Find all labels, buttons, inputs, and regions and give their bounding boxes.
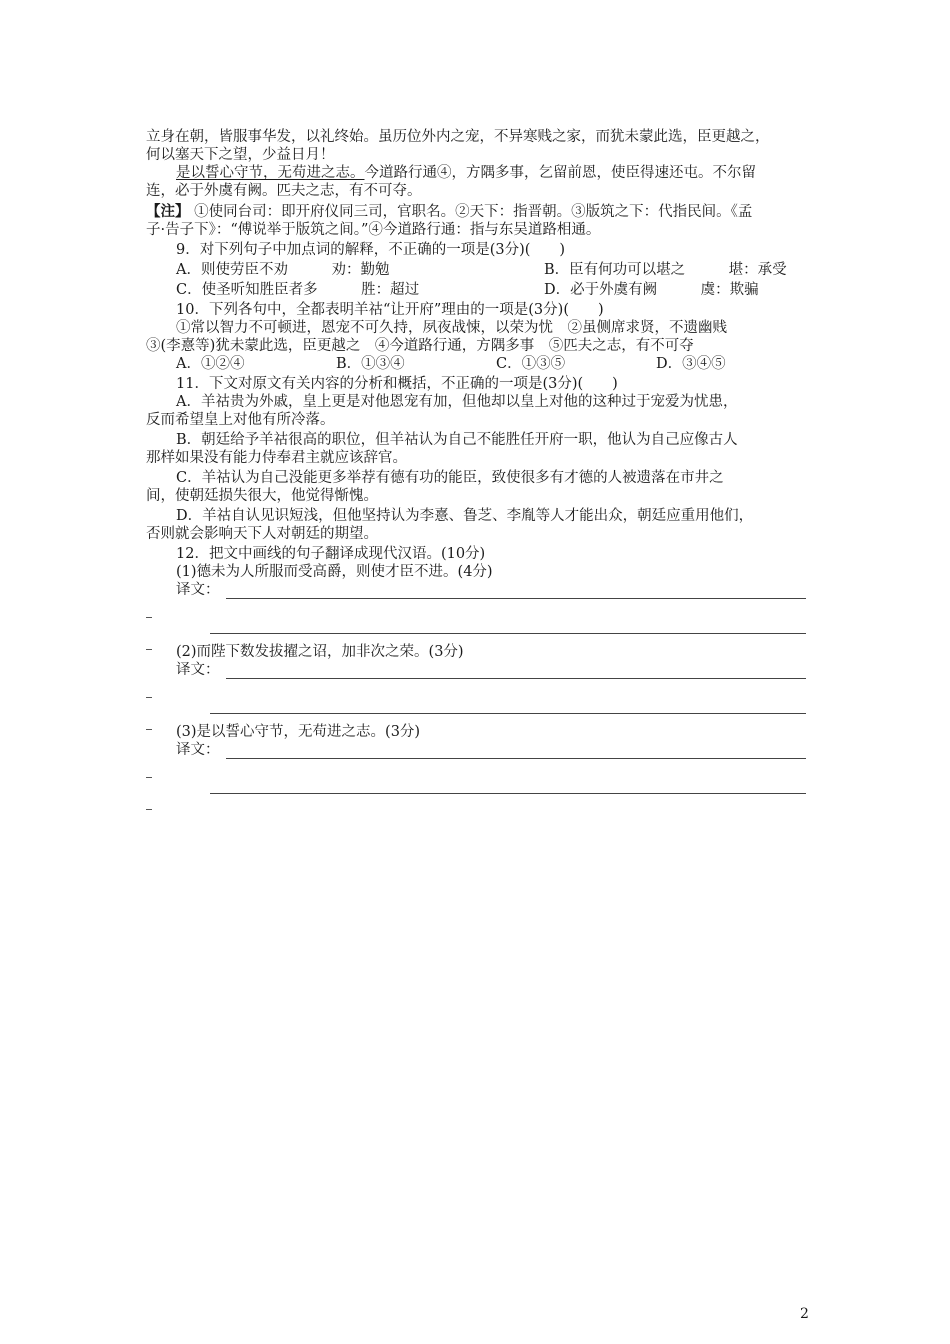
question-12-sentence-1: (1)德未为人所服而受高爵，则使才臣不进。(4分) <box>176 564 493 580</box>
answer-line-dash <box>146 729 152 730</box>
question-11-option-a-line-1: A．羊祜贵为外戚，皇上更是对他恩宠有加，但他却以皇上对他的这种过于宠爱为忧患， <box>176 394 738 410</box>
question-11-option-c-line-2: 间，使朝廷损失很大，他觉得惭愧。 <box>146 488 378 504</box>
translation-label-3: 译文： <box>176 742 220 758</box>
question-9-option-b: B．臣有何功可以堪之 堪：承受 <box>544 262 787 278</box>
passage-line-3-rest: 今道路行通④，方隅多事，乞留前恩，使臣得速还屯。不尔留 <box>364 165 756 181</box>
question-12-stem: 12．把文中画线的句子翻译成现代汉语。(10分) <box>176 546 486 562</box>
page-number: 2 <box>800 1306 809 1322</box>
question-12-sentence-3: (3)是以誓心守节，无苟进之志。(3分) <box>176 724 421 740</box>
note-tag: 【注】 <box>146 203 190 220</box>
answer-line-2b[interactable] <box>210 713 806 714</box>
question-11-option-b-line-2: 那样如果没有能力侍奉君主就应该辞官。 <box>146 450 407 466</box>
question-9-option-c: C．使圣听知胜臣者多 胜：超过 <box>176 282 420 298</box>
underlined-sentence-3: 是以誓心守节，无苟进之志。 <box>176 165 365 181</box>
question-10-item-line-2: ③(李憙等)犹未蒙此选，臣更越之 ④今道路行通，方隅多事 ⑤匹夫之志，有不可夺 <box>146 338 694 354</box>
answer-line-dash <box>146 617 152 618</box>
question-10-option-b: B．①③④ <box>336 356 405 372</box>
question-9-stem: 9．对下列句子中加点词的解释，不正确的一项是(3分)( ) <box>176 242 566 258</box>
question-11-option-b-line-1: B．朝廷给予羊祜很高的职位，但羊祜认为自己不能胜任开府一职，他认为自己应像古人 <box>176 432 738 448</box>
answer-line-dash <box>146 649 152 650</box>
note-line-1 <box>146 203 814 221</box>
question-10-option-d: D．③④⑤ <box>656 356 726 372</box>
question-9-option-d: D．必于外虞有阙 虞：欺骗 <box>544 282 759 298</box>
passage-line-1: 立身在朝，皆服事华发，以礼终始。虽历位外内之宠，不异寒贱之家，而犹未蒙此选，臣更越之， <box>146 129 770 145</box>
answer-line-3a[interactable] <box>226 758 806 759</box>
question-10-option-a: A．①②④ <box>176 356 245 372</box>
question-10-item-line-1: ①常以智力不可顿进，恩宠不可久持，夙夜战悚，以荣为忧 ②虽侧席求贤，不遗幽贱 <box>176 320 727 336</box>
answer-line-3b[interactable] <box>210 793 806 794</box>
answer-line-dash <box>146 809 152 810</box>
question-11-option-d-line-1: D．羊祜自认见识短浅，但他坚持认为李憙、鲁芝、李胤等人才能出众，朝廷应重用他们， <box>176 508 754 524</box>
answer-line-1b[interactable] <box>210 633 806 634</box>
answer-line-dash <box>146 777 152 778</box>
question-11-option-d-line-2: 否则就会影响天下人对朝廷的期望。 <box>146 526 378 542</box>
question-11-option-c-line-1: C．羊祜认为自己没能更多举荐有德有功的能臣，致使很多有才德的人被遗落在市井之 <box>176 470 724 486</box>
question-10-stem: 10．下列各句中，全都表明羊祜“让开府”理由的一项是(3分)( ) <box>176 302 604 318</box>
answer-line-2a[interactable] <box>226 678 806 679</box>
translation-label-1: 译文： <box>176 582 220 598</box>
question-10-option-c: C．①③⑤ <box>496 356 566 372</box>
question-9-option-a: A．则使劳臣不劝 劝：勤勉 <box>176 262 390 278</box>
question-11-option-a-line-2: 反而希望皇上对他有所冷落。 <box>146 412 335 428</box>
note-text-1: ①使同台司：即开府仪同三司，官职名。②天下：指晋朝。③版筑之下：代指民间。《孟 <box>194 204 753 220</box>
answer-line-dash <box>146 697 152 698</box>
note-line-2: 子·告子下》：“傅说举于版筑之间。”④今道路行通：指与东吴道路相通。 <box>146 222 601 238</box>
question-12-sentence-2: (2)而陛下数发拔擢之诏，加非次之荣。(3分) <box>176 644 464 660</box>
passage-line-3 <box>176 164 844 182</box>
passage-line-4: 连，必于外虞有阙。匹夫之志，有不可夺。 <box>146 183 422 199</box>
question-11-stem: 11．下文对原文有关内容的分析和概括，不正确的一项是(3分)( ) <box>176 376 618 392</box>
passage-line-2: 何以塞天下之望，少益日月！ <box>146 147 335 163</box>
answer-line-1a[interactable] <box>226 598 806 599</box>
translation-label-2: 译文： <box>176 662 220 678</box>
